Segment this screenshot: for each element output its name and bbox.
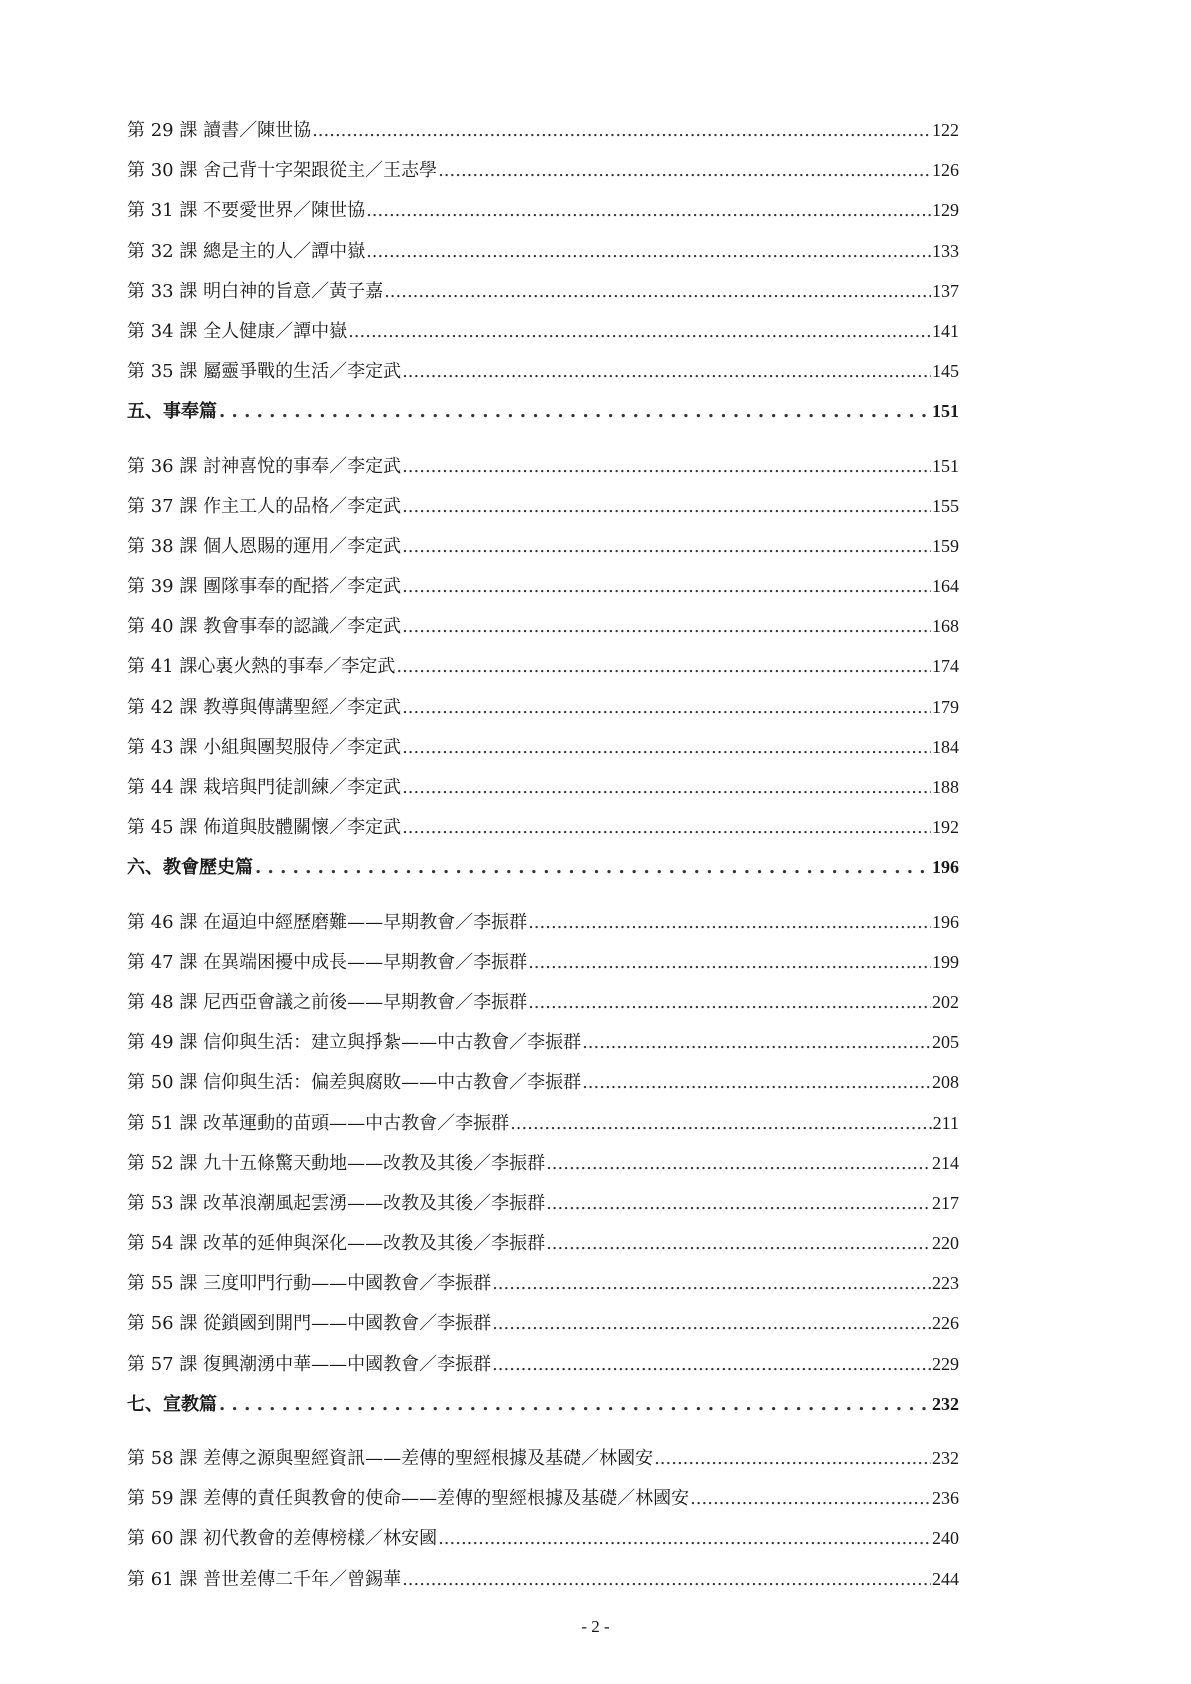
page-ref: 126 [932,160,959,181]
section-spacer [127,888,959,902]
dot-leader [438,151,931,191]
dot-leader [546,1224,931,1264]
lesson-title: 第 47 課 在異端困擾中成長——早期教會／李振群 [127,951,528,973]
lesson-title: 第 52 課 九十五條驚天動地——改教及其後／李振群 [127,1152,546,1174]
section-title: 五、事奉篇 [127,401,217,423]
dot-leader [402,607,931,647]
section-title: 六、教會歷史篇 [127,857,253,879]
toc-entry [127,807,959,847]
toc-entry [127,727,959,767]
lesson-title: 第 51 課 改革運動的苗頭——中古教會／李振群 [127,1112,510,1134]
dot-leader [528,983,931,1023]
toc-entry [127,566,959,606]
lesson-title: 第 41 課心裏火熱的事奉／李定武 [127,656,396,678]
toc-entry [127,1143,959,1183]
dot-leader [528,903,931,943]
lesson-title: 第 57 課 復興潮湧中華——中國教會／李振群 [127,1353,492,1375]
dot-leader [492,1304,931,1344]
lesson-title: 第 40 課 教會事奉的認識／李定武 [127,616,402,638]
toc-entry [127,526,959,566]
section-spacer [127,432,959,446]
lesson-title: 第 56 課 從鎖國到開門——中國教會／李振群 [127,1313,492,1335]
page-ref: 145 [932,361,959,382]
toc-entry [127,646,959,686]
dot-leader [492,1345,931,1385]
page-ref: 196 [932,857,959,878]
toc-entry [127,271,959,311]
dot-leader [348,312,931,352]
page-ref: 174 [932,656,959,677]
toc-entry [127,902,959,942]
toc-entry [127,110,959,150]
section-title: 七、宣教篇 [127,1393,217,1415]
lesson-title: 第 43 課 小組與團契服侍／李定武 [127,736,402,758]
dot-leader [510,1104,932,1144]
page-number: - 2 - [581,1617,610,1636]
dot-leader [528,943,931,983]
dot-leader [402,567,931,607]
dot-leader [492,1264,931,1304]
toc-entry [127,1223,959,1263]
page-ref: 240 [932,1528,959,1549]
page-ref: 155 [932,495,959,516]
dot-leader [366,191,931,231]
dot-leader [402,688,931,728]
page-ref: 179 [932,696,959,717]
toc-entry [127,311,959,351]
page-ref: 159 [932,535,959,556]
toc-section-heading [127,391,959,431]
dot-leader [546,1184,931,1224]
toc-entry [127,150,959,190]
lesson-title: 第 61 課 普世差傳二千年／曾錫華 [127,1568,402,1590]
lesson-title: 第 34 課 全人健康／譚中嶽 [127,320,348,342]
lesson-title: 第 50 課 信仰與生活：偏差與腐敗——中古教會／李振群 [127,1072,582,1094]
table-of-contents [127,110,959,1599]
toc-entry [127,942,959,982]
dot-leader [402,527,931,567]
page-ref: 217 [932,1192,959,1213]
toc-entry [127,1344,959,1384]
dot-leader [402,447,931,487]
page-ref: 133 [932,240,959,261]
lesson-title: 第 39 課 團隊事奉的配搭／李定武 [127,576,402,598]
toc-entry [127,982,959,1022]
dot-leader [402,352,931,392]
page-ref: 151 [932,455,959,476]
toc-entry [127,1062,959,1102]
lesson-title: 第 32 課 總是主的人／譚中嶽 [127,240,366,262]
lesson-title: 第 54 課 改革的延伸與深化——改教及其後／李振群 [127,1233,546,1255]
dot-leader [438,1519,931,1559]
dot-leader [219,392,926,432]
toc-entry [127,606,959,646]
lesson-title: 第 33 課 明白神的旨意／黃子嘉 [127,280,384,302]
toc-entry [127,1183,959,1223]
toc-entry [127,351,959,391]
toc-section-heading [127,1384,959,1424]
page-ref: 229 [932,1353,959,1374]
page-ref: 244 [932,1568,959,1589]
toc-entry [127,687,959,727]
page-ref: 188 [932,777,959,797]
page-ref: 211 [932,1112,959,1133]
page-ref: 226 [932,1313,959,1334]
toc-entry [127,1438,959,1478]
dot-leader [219,1385,926,1425]
toc-entry [127,1022,959,1062]
page-ref: 232 [932,1448,959,1468]
page-ref: 202 [932,991,959,1012]
lesson-title: 第 38 課 個人恩賜的運用／李定武 [127,535,402,557]
dot-leader [312,111,931,151]
toc-entry [127,231,959,271]
toc-entry [127,1559,959,1599]
lesson-title: 第 29 課 讀書／陳世協 [127,120,312,141]
dot-leader [546,1144,931,1184]
dot-leader [690,1479,931,1519]
lesson-title: 第 45 課 佈道與肢體關懷／李定武 [127,817,402,839]
toc-section-heading [127,847,959,887]
section-spacer [127,1424,959,1438]
page-ref: 122 [932,120,959,140]
lesson-title: 第 42 課 教導與傳講聖經／李定武 [127,696,402,718]
dot-leader [402,1560,931,1600]
toc-entry [127,1303,959,1343]
dot-leader [396,647,931,687]
page-ref: 184 [932,736,959,757]
lesson-title: 第 46 課 在逼迫中經歷磨難——早期教會／李振群 [127,911,528,933]
toc-entry [127,446,959,486]
dot-leader [582,1063,931,1103]
page-ref: 151 [932,401,959,422]
page-ref: 236 [932,1488,959,1509]
dot-leader [384,272,931,312]
lesson-title: 第 35 課 屬靈爭戰的生活／李定武 [127,361,402,383]
lesson-title: 第 31 課 不要愛世界／陳世協 [127,200,366,222]
toc-entry [127,767,959,807]
toc-entry [127,190,959,230]
lesson-title: 第 48 課 尼西亞會議之前後——早期教會／李振群 [127,991,528,1013]
lesson-title: 第 59 課 差傳的責任與教會的使命——差傳的聖經根據及基礎／林國安 [127,1488,690,1510]
lesson-title: 第 55 課 三度叩門行動——中國教會／李振群 [127,1273,492,1295]
lesson-title: 第 58 課 差傳之源與聖經資訊——差傳的聖經根據及基礎／林國安 [127,1448,654,1469]
page-ref: 205 [932,1032,959,1053]
page-ref: 141 [932,320,959,341]
page-ref: 164 [932,576,959,597]
page-ref: 214 [932,1152,959,1173]
lesson-title: 第 49 課 信仰與生活：建立與掙紮——中古教會／李振群 [127,1032,582,1054]
dot-leader [402,728,931,768]
toc-entry [127,1478,959,1518]
page-ref: 168 [932,616,959,637]
toc-entry [127,1263,959,1303]
toc-entry [127,486,959,526]
lesson-title: 第 36 課 討神喜悅的事奉／李定武 [127,455,402,477]
toc-entry [127,1103,959,1143]
dot-leader [402,808,931,848]
toc-entry [127,1518,959,1558]
page-ref: 199 [932,951,959,972]
page-ref: 223 [932,1273,959,1294]
dot-leader [402,768,931,808]
dot-leader [366,232,931,272]
dot-leader [654,1439,931,1479]
lesson-title: 第 37 課 作主工人的品格／李定武 [127,495,402,517]
page-ref: 232 [932,1393,959,1414]
page-ref: 192 [932,817,959,838]
dot-leader [402,487,931,527]
page-ref: 208 [932,1072,959,1093]
dot-leader [582,1023,931,1063]
dot-leader [255,848,926,888]
page-ref: 196 [932,911,959,932]
page-ref: 129 [932,200,959,221]
lesson-title: 第 30 課 舍己背十字架跟從主／王志學 [127,160,438,182]
lesson-title: 第 53 課 改革浪潮風起雲湧——改教及其後／李振群 [127,1192,546,1214]
page-ref: 137 [932,280,959,301]
lesson-title: 第 44 課 栽培與門徒訓練／李定武 [127,777,402,798]
lesson-title: 第 60 課 初代教會的差傳榜樣／林安國 [127,1528,438,1550]
page-ref: 220 [932,1233,959,1254]
